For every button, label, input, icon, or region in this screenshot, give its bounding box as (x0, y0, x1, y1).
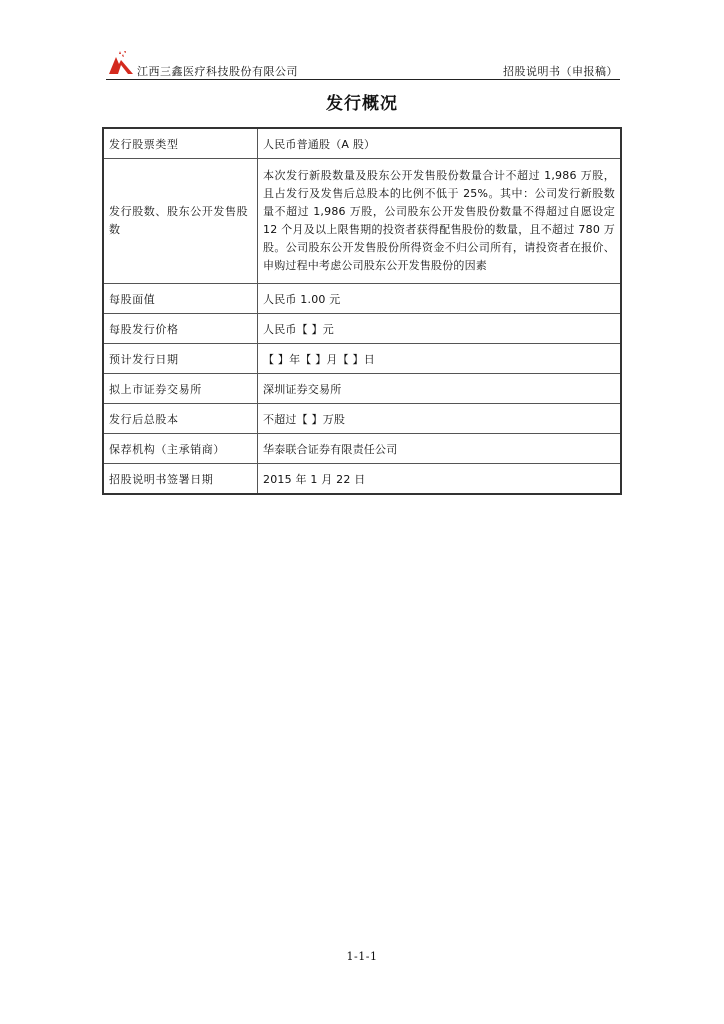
row-value: 不超过【 】万股 (258, 404, 622, 434)
table-row-exchange (103, 374, 621, 404)
row-label: 发行股票类型 (103, 128, 258, 159)
table-row-share-count (103, 159, 621, 284)
table-row-issue-price (103, 314, 621, 344)
row-value: 【 】年【 】月【 】日 (258, 344, 622, 374)
table-row-issue-date (103, 344, 621, 374)
row-value: 本次发行新股数量及股东公开发售股份数量合计不超过 1,986 万股，且占发行及发售后总股本的比例不低于 25%。其中：公司发行新股数量不超过 1,986 万股，公司股东公开发售股份数量不得超过自愿设定 12 个月及以上限售期的投资者获得配售股份的数量，且不超过 780 万股。公司股东公开发售股份所得资金不归公司所有，请投资者在报价、申购过程中考虑公司股东公开发售股份的因素 (258, 159, 622, 284)
page-number: 1-1-1 (346, 950, 378, 963)
company-logo-icon (109, 51, 133, 75)
document-type: 招股说明书（申报稿） (503, 65, 618, 78)
offering-summary-table (102, 127, 622, 495)
row-label: 预计发行日期 (103, 344, 258, 374)
row-value: 华泰联合证券有限责任公司 (258, 434, 622, 464)
row-label: 发行股数、股东公开发售股数 (103, 159, 258, 284)
table-row-total-shares (103, 404, 621, 434)
table-row-signing-date (103, 464, 621, 495)
row-value: 深圳证券交易所 (258, 374, 622, 404)
table-row-stock-type (103, 128, 621, 159)
page-header (106, 50, 620, 80)
table-row-par-value (103, 284, 621, 314)
row-label: 每股发行价格 (103, 314, 258, 344)
row-value: 人民币【 】元 (258, 314, 622, 344)
row-value: 2015 年 1 月 22 日 (258, 464, 622, 495)
row-value: 人民币 1.00 元 (258, 284, 622, 314)
page-title: 发行概况 (326, 94, 398, 114)
row-label: 拟上市证券交易所 (103, 374, 258, 404)
company-name: 江西三鑫医疗科技股份有限公司 (137, 65, 298, 78)
row-label: 保荐机构（主承销商） (103, 434, 258, 464)
row-value: 人民币普通股（A 股） (258, 128, 622, 159)
table-row-sponsor (103, 434, 621, 464)
row-label: 招股说明书签署日期 (103, 464, 258, 495)
row-label: 每股面值 (103, 284, 258, 314)
row-label: 发行后总股本 (103, 404, 258, 434)
